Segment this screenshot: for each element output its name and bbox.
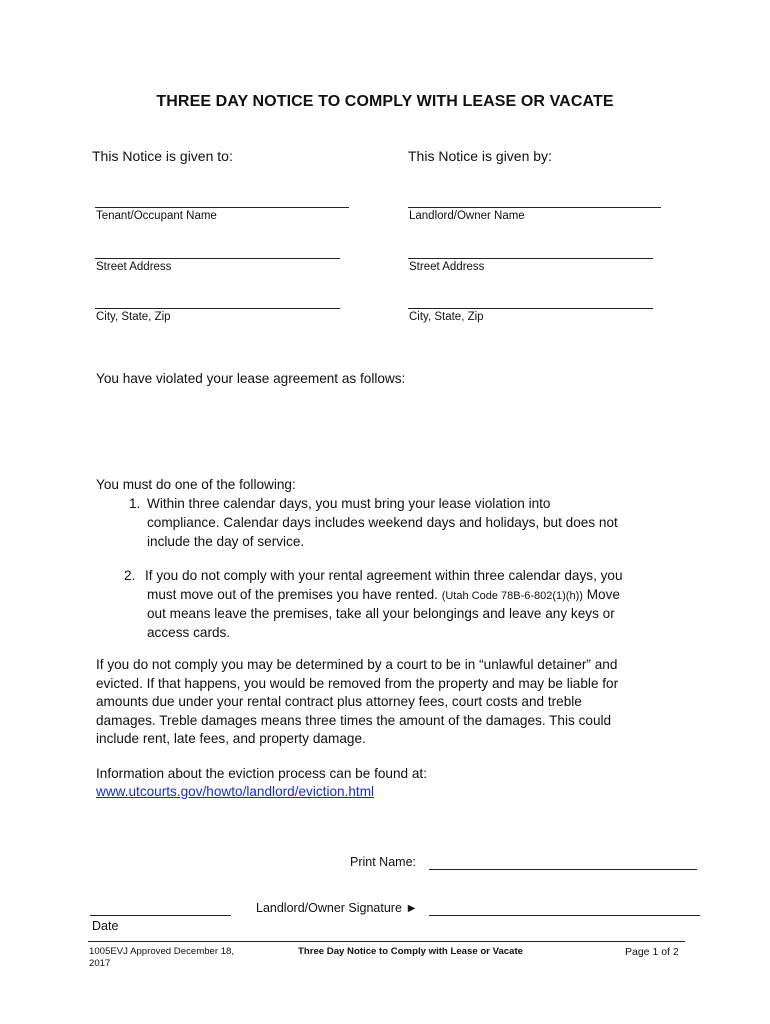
option-1-line: compliance. Calendar days includes weekend days and holidays, but does not: [147, 515, 618, 530]
page-title: THREE DAY NOTICE TO COMPLY WITH LEASE OR VACATE: [156, 93, 614, 110]
tenant-street-line[interactable]: [95, 258, 340, 259]
must-do-heading: You must do one of the following:: [96, 477, 296, 492]
tenant-street-label: Street Address: [96, 261, 172, 273]
option-2-line: out means leave the premises, take all your belongings and leave any keys or: [147, 606, 615, 621]
option-1-line: Within three calendar days, you must bring your lease violation into: [147, 496, 551, 511]
consequence-line: damages. Treble damages means three times the amount of the damages. This could: [96, 713, 612, 728]
footer-divider: [88, 941, 685, 942]
landlord-street-label: Street Address: [409, 261, 485, 273]
page-number: Page 1 of 2: [625, 946, 679, 958]
option-2-line: If you do not comply with your rental agreement within three calendar days, you: [145, 568, 623, 583]
form-id-line: 1005EVJ Approved December 18,: [89, 946, 235, 957]
tenant-name-label: Tenant/Occupant Name: [96, 210, 217, 222]
eviction-info-link[interactable]: www.utcourts.gov/howto/landlord/eviction.html: [96, 784, 375, 799]
signature-label: Landlord/Owner Signature ►: [256, 901, 418, 915]
date-line[interactable]: [90, 915, 231, 916]
option-2-number: 2.: [124, 568, 136, 583]
info-text: Information about the eviction process can be found at:: [96, 766, 427, 781]
form-id: [89, 946, 234, 970]
tenant-city-label: City, State, Zip: [96, 311, 171, 323]
option-2-line: access cards.: [147, 625, 231, 640]
date-label: Date: [92, 919, 119, 933]
given-to-heading: This Notice is given to:: [92, 148, 233, 164]
landlord-name-label: Landlord/Owner Name: [409, 210, 525, 222]
option-2-line2-end: Move: [586, 587, 620, 602]
consequence-line: include rent, late fees, and property damage.: [96, 731, 366, 746]
option-1-number: 1.: [129, 496, 141, 511]
landlord-city-line[interactable]: [408, 308, 653, 309]
option-1-line: include the day of service.: [147, 534, 305, 549]
print-name-label: Print Name:: [350, 855, 416, 869]
landlord-street-line[interactable]: [408, 258, 653, 259]
violation-heading: You have violated your lease agreement as follows:: [96, 371, 406, 386]
consequence-line: evicted. If that happens, you would be removed from the property and may be liable for: [96, 676, 619, 691]
landlord-name-line[interactable]: [408, 207, 661, 208]
tenant-name-line[interactable]: [95, 207, 349, 208]
tenant-city-line[interactable]: [95, 308, 340, 309]
form-id-line: 2017: [89, 958, 111, 969]
consequence-line: amounts due under your rental contract plus attorney fees, court costs and treble: [96, 694, 582, 709]
given-by-heading: This Notice is given by:: [408, 148, 552, 164]
print-name-line[interactable]: [429, 869, 697, 870]
landlord-city-label: City, State, Zip: [409, 311, 484, 323]
signature-line[interactable]: [429, 915, 700, 916]
option-2-line2-main: must move out of the premises you have rented.: [147, 587, 438, 602]
utah-code-citation: (Utah Code 78B-6-802(1)(h)): [441, 590, 583, 602]
footer-doc-title: Three Day Notice to Comply with Lease or Vacate: [298, 946, 523, 957]
consequence-line: If you do not comply you may be determined by a court to be in “unlawful detainer” and: [96, 657, 618, 672]
option-2-line: [147, 585, 620, 606]
